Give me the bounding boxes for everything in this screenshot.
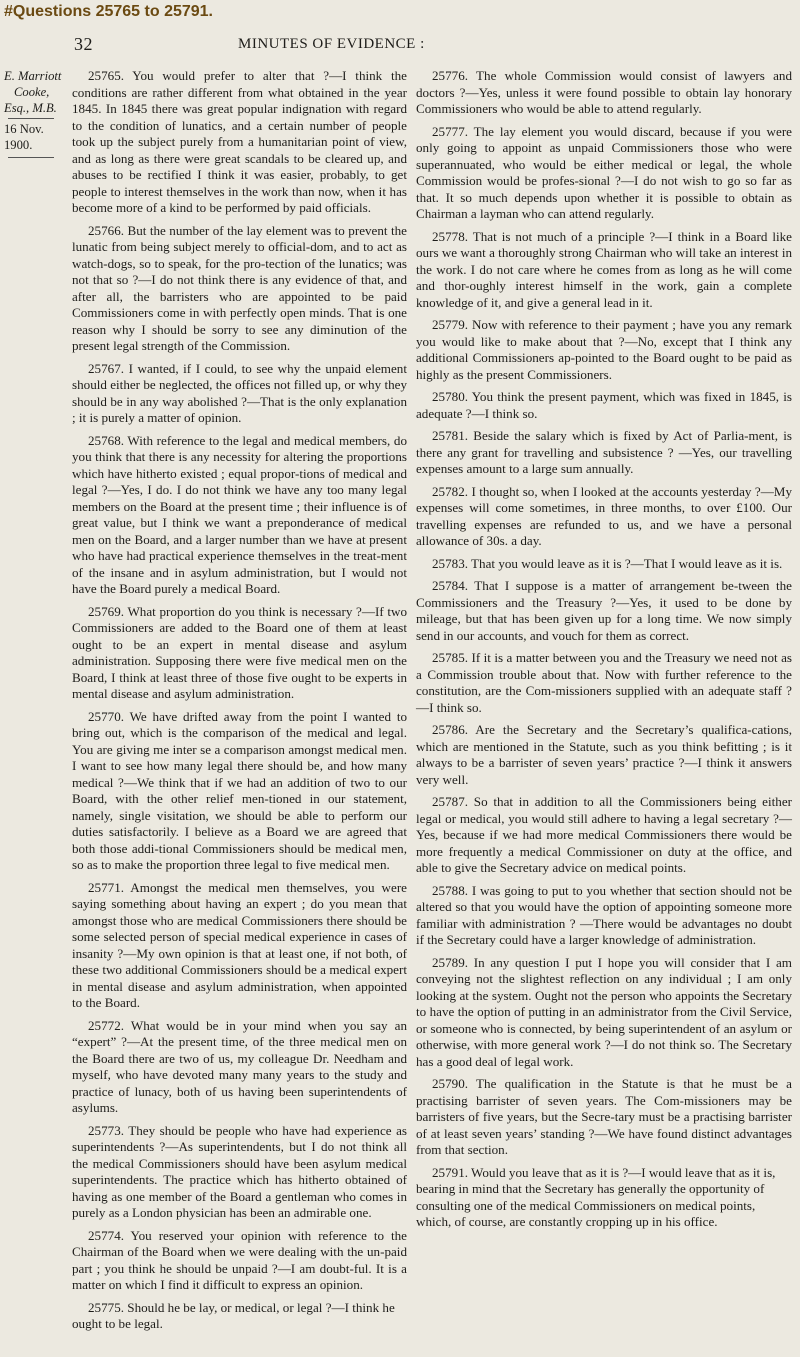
question-paragraph: 25791. Would you leave that as it is ?—I would leave that as it is, bearing in mind that the Secretary has generally the opportunity of consulting one of the medical Commissioners on medical points, which, of course, are constantly cropping up in his office. <box>416 1164 776 1229</box>
question-paragraph: 25774. You reserved your opinion with reference to the Chairman of the Board when we were dealing with the un-paid part ; you think he should be unpaid ?—I am doubt-ful. It is a matter on which I find it difficult to express an opinion. <box>72 1227 407 1292</box>
header-title: MINUTES OF EVIDENCE : <box>238 36 425 52</box>
question-paragraph: 25772. What would be in your mind when you say an “expert” ?—At the present time, of the three medical men on the Board there are two of us, my colleague Dr. Needham and myself, who have devoted many many years to the study and practice of lunacy, both of us having been superintendents of asylums. <box>72 1017 407 1115</box>
question-paragraph: 25769. What proportion do you think is necessary ?—If two Commissioners are added to the Board one of them at least ought to be an expert in mental disease and asylum administration. Supposing there were five medical men on the Board, I think at least three of those five ought to be experts in mental disease and asylum administration. <box>72 603 407 701</box>
witness-name-line2: Cooke, <box>14 85 50 99</box>
question-paragraph: 25777. The lay element you would discard, because if you were only going to appoint as unpaid Commissioners those who were superannuated, who would be either medical or legal, the whole Commission would be profes-sional ?—I do not wish to go so far as that. It so much depends upon whether it is possible to obtain as Chairman a layman who can attend regularly. <box>416 123 792 221</box>
question-paragraph: 25780. You think the present payment, which was fixed in 1845, is adequate ?—I think so. <box>416 389 792 421</box>
margin-rule <box>8 118 54 119</box>
right-column <box>416 68 792 1237</box>
witness-margin-note <box>4 68 68 158</box>
question-paragraph: 25770. We have drifted away from the point I wanted to bring out, which is the comparison of the medical and legal. You are giving me inter se a comparison amongst medical men. I want to see how many legal there should be, and how many medical ?—We think that if we had an addition of two to our Board, with the other relief men-tioned in our statement, namely, single visitation, we should be able to perform our duties satisfactorily. I believe as a Board we are agreed that both those addi-tional Commissioners should be medical men, so as to make the proportion three legal to five medical men. <box>72 708 407 872</box>
left-column <box>72 68 407 1339</box>
question-paragraph: 25775. Should he be lay, or medical, or legal ?—I think he ought to be legal. <box>72 1299 395 1331</box>
question-paragraph: 25787. So that in addition to all the Commissioners being either legal or medical, you would still adhere to having a legal secretary ?—Yes, because if we had more medical Commissioners there would be more frequently a medical Commissioner on duty at the office, and able to give the Secretary advice on medical points. <box>416 794 792 875</box>
question-paragraph: 25765. You would prefer to alter that ?—I think the conditions are rather different from what obtained in the year 1845. In 1845 there was great popular indignation with regard to the condition of lunatics, and a certain number of people took up the subject purely from a humanitarian point of view, and as long as there were great scandals to be cleared up, and abuses to be rectified I think it was easier, probably, to get people to interest themselves in the work than now, when it has become more of a kind to be performed by paid officials. <box>72 68 407 215</box>
witness-name: E. Marriott <box>4 69 62 83</box>
question-paragraph: 25778. That is not much of a principle ?—I think in a Board like ours we want a thoroughly strong Chairman who will take an interest in the work. I do not care where he comes from as long as he will come and thor-oughly interest himself in the work, gain a complete knowledge of it, and give a general lead in it. <box>416 228 793 310</box>
question-paragraph: 25766. But the number of the lay element was to prevent the lunatic from being subject merely to official-dom, and to act as watch-dogs, so to speak, for the pro-tection of the lunatics; was not that so ?—I do not think there is any evidence of that, and after all, the barristers who are appointed to be paid Commissioners come in with perfectly open minds. That is one reason why I should be sorry to see any diminution of the present legal strength of the Commission. <box>72 222 407 353</box>
question-paragraph: 25785. If it is a matter between you and the Treasury we need not as a Commission trouble about that. Now with further reference to the constitution, are the Com-missioners supplied with an adequate staff ?—I think so. <box>416 650 792 715</box>
running-header <box>0 34 800 56</box>
evidence-date: 16 Nov. 1900. <box>4 122 44 152</box>
question-paragraph: 25776. The whole Commission would consist of lawyers and doctors ?—Yes, unless it were found possible to obtain lay honorary Commissioners who would be able to attend regularly. <box>416 68 792 116</box>
question-paragraph: 25773. They should be people who have had experience as superintendents ?—As superintendents, but I do not think all the medical Commissioners should have been asylum medical superintendents. The practice which has hitherto obtained of having as one member of the Board a gentleman who comes in purely as a London physician has been an admirable one. <box>72 1122 407 1220</box>
witness-qualification: Esq., M.B. <box>4 101 57 115</box>
question-paragraph: 25784. That I suppose is a matter of arrangement be-tween the Commissioners and the Treasury ?—Yes, it used to be done by mileage, but that has been given up for a long time. We now simply send in our accounts, and vouch for them as correct. <box>416 578 792 643</box>
question-paragraph: 25788. I was going to put to you whether that section should not be altered so that you would have the option of appointing someone more familiar with administration ? —There would be advantages no doubt if the Secretary could have a larger knowledge of administration. <box>416 882 792 947</box>
question-paragraph: 25782. I thought so, when I looked at the accounts yesterday ?—My expenses will come sometimes, in three months, to over £100. Our travelling expenses are refunded to us, and we have a personal allowance of 30s. a day. <box>416 483 792 548</box>
question-paragraph: 25767. I wanted, if I could, to see why the unpaid element should either be neglected, the offices not filled up, or why they should be in any way abolished ?—That is the only explanation ; it is purely a matter of opinion. <box>72 360 407 425</box>
question-paragraph: 25771. Amongst the medical men themselves, you were saying something about having an expert ; do you mean that amongst those who are medical Commissioners there should be some selected person of special medical experience in cases of insanity ?—My own opinion is that at least one, if not both, of these two additional Commissioners should be a medical expert in mental disease and asylum administration, when appointed to the Board. <box>72 879 407 1010</box>
question-paragraph: 25781. Beside the salary which is fixed by Act of Parlia-ment, is there any grant for travelling and subsistence ? —Yes, our travelling expenses amount to a large sum annually. <box>416 428 792 476</box>
question-paragraph: 25768. With reference to the legal and medical members, do you think that there is any necessity for altering the proportions which have hitherto existed ; equal propor-tions of medical and legal ?—Yes, I do. I do not think we have any too many legal members on the Board at the present time ; their influence is of great value, but I think we want a preponderance of medical men on the Board, and a larger number than we have at present who have had practical experience themselves in the treat-ment of the insane and in asylum administration, but I would not have the Board purely a medical Board. <box>72 432 407 596</box>
question-paragraph: 25790. The qualification in the Statute is that he must be a practising barrister of seven years. The Com-missioners may be barristers of five years, but the Secre-tary must be a practising barrister of at least seven years’ standing ?—We have found distinct advantages from that section. <box>416 1076 792 1157</box>
question-paragraph: 25783. That you would leave as it is ?—That I would leave as it is. <box>432 555 783 571</box>
margin-rule <box>8 157 54 158</box>
question-paragraph: 25786. Are the Secretary and the Secretary’s qualifica-cations, which are mentioned in the Statute, such as you think befitting ; is it always to be a barrister of seven years’ practice ?—I think it answers very well. <box>416 722 792 787</box>
question-paragraph: 25789. In any question I put I hope you will consider that I am conveying not the slightest reflection on any individual ; I am only looking at the system. Ought not the person who appoints the Secretary to have the option of putting in an administrator from the Civil Service, or someone who is connected, by being superintendent of an asylum or otherwise, with more general work ?—I do not think so. The Secretary has a good deal of legal work. <box>416 954 792 1069</box>
page-overlay-title: #Questions 25765 to 25791. <box>0 0 219 29</box>
question-paragraph: 25779. Now with reference to their payment ; have you any remark you would like to make about that ?—No, except that I think any additional Commissioners ap-pointed to the Board ought to be paid as highly as the present Commissioners. <box>416 317 792 382</box>
page-number: 32 <box>74 34 93 54</box>
